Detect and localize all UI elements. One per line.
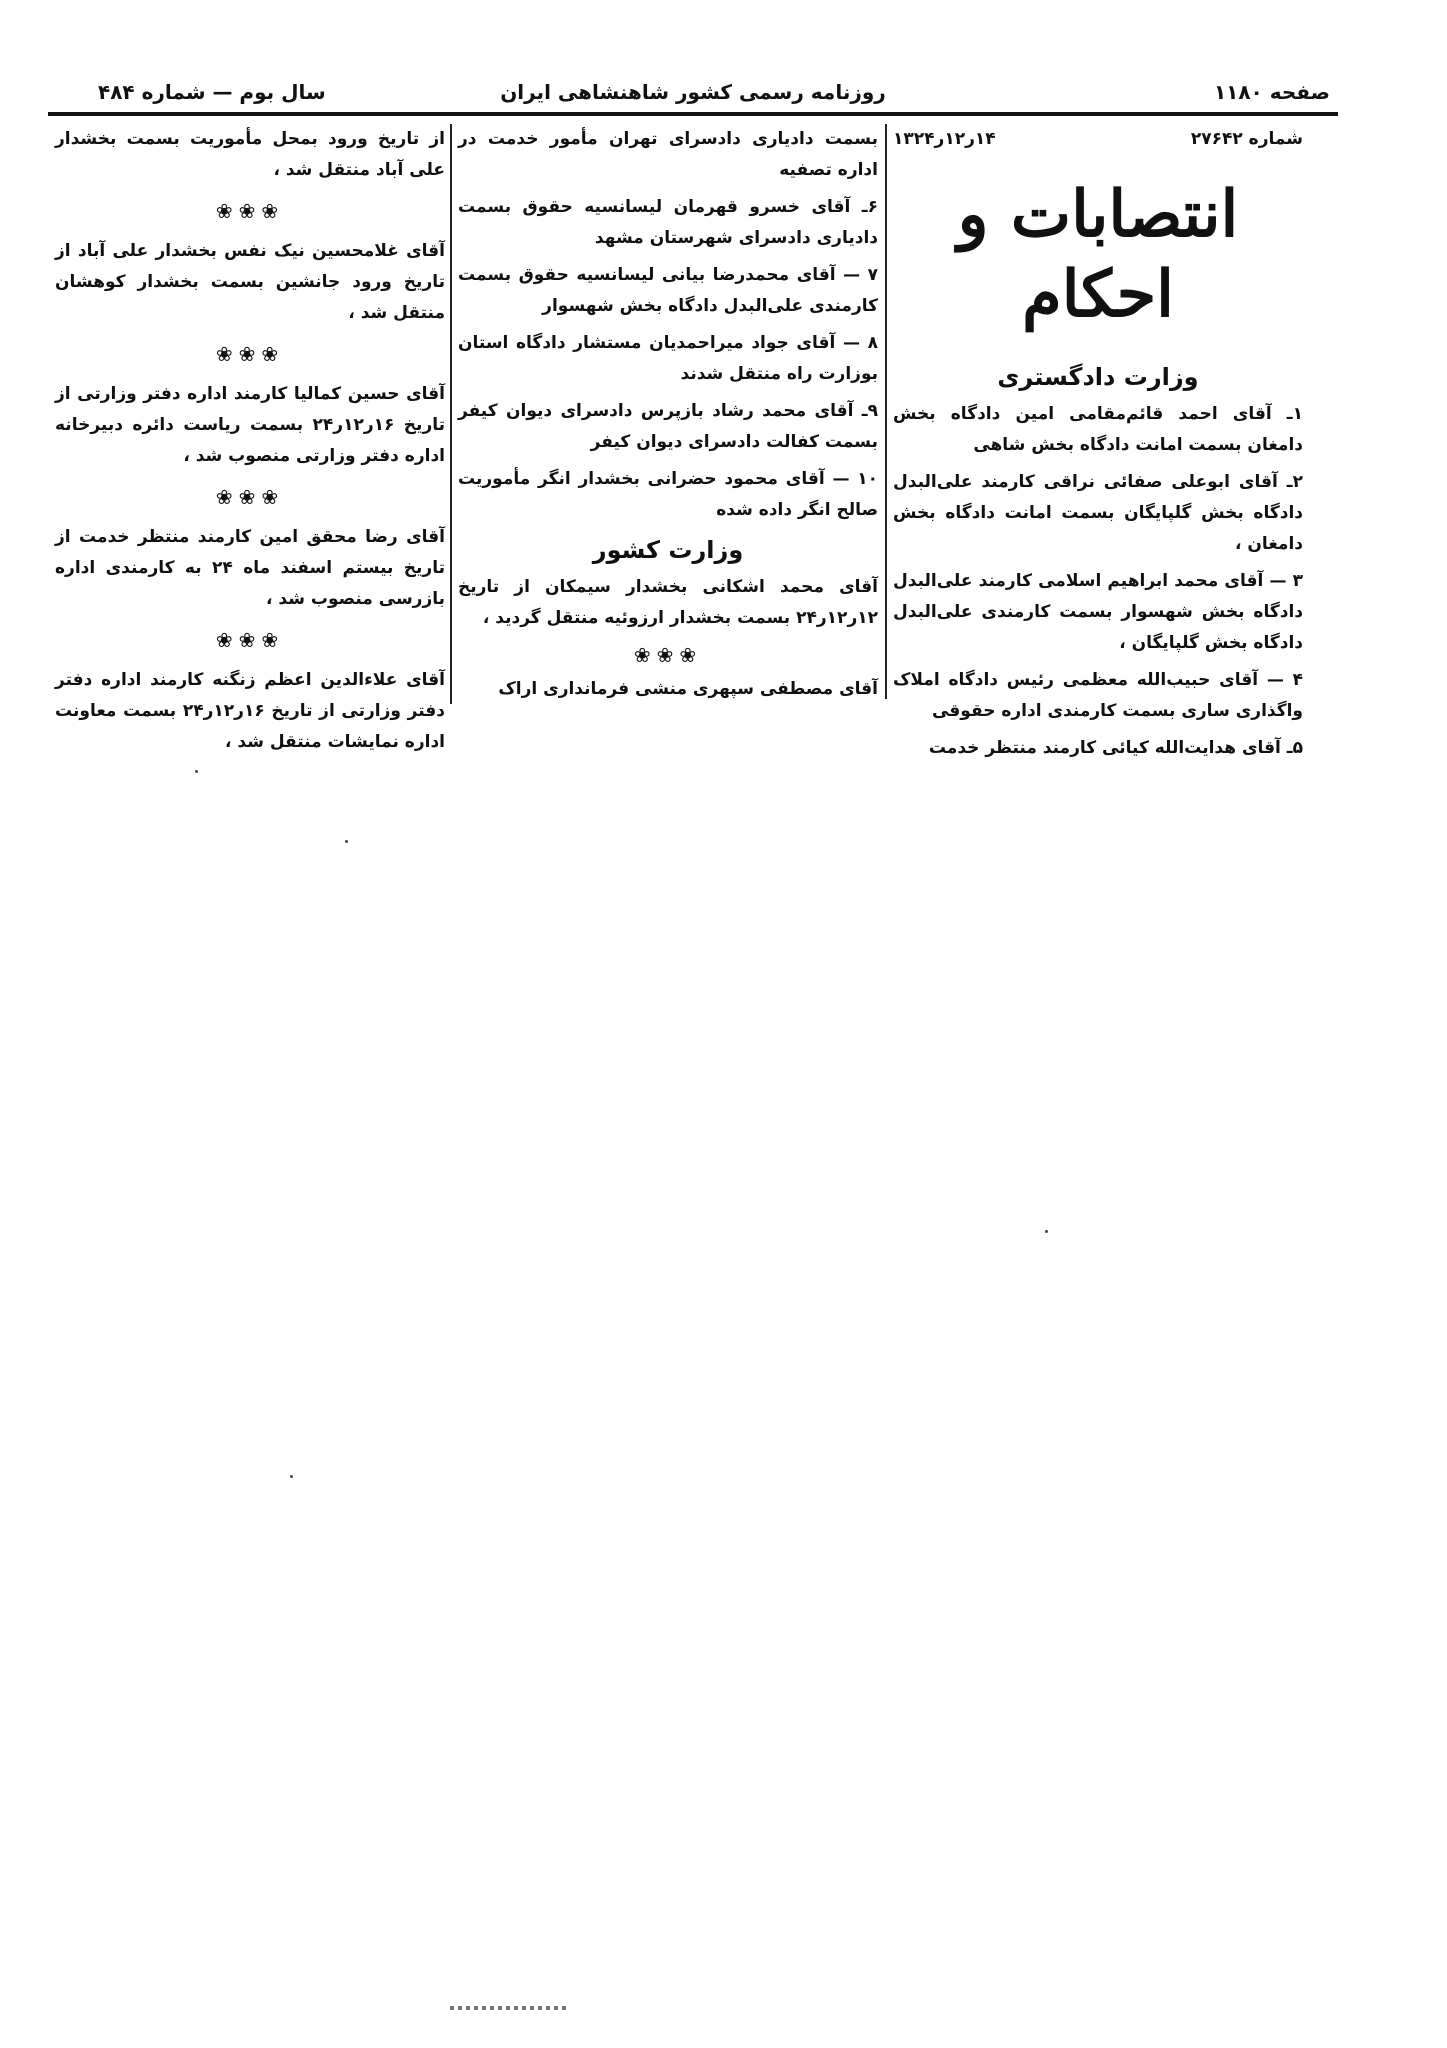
issue-number: شماره ۲۷۶۴۲ bbox=[1190, 129, 1303, 149]
column-divider-left bbox=[450, 124, 452, 704]
paragraph: آقای غلامحسین نیک نفس بخشدار علی آباد از تاریخ ورود جانشین بسمت بخشدار کوهشان منتقل شد ، bbox=[55, 241, 445, 323]
section-title-interior: وزارت کشور bbox=[592, 536, 744, 564]
paragraph: ۱۰ — آقای محمود حضرانی بخشدار انگر مأموریت صالح انگر داده شده bbox=[458, 469, 878, 520]
paragraph: ۳ — آقای محمد ابراهیم اسلامی کارمند علی‌البدل دادگاه بخش شهسوار بسمت کارمندی علی‌البدل دادگاه بخش گلپایگان ، bbox=[893, 571, 1303, 653]
column-right bbox=[893, 124, 1303, 770]
paragraph: ۹ـ آقای محمد رشاد بازپرس دادسرای دیوان کیفر بسمت کفالت دادسرای دیوان کیفر bbox=[458, 401, 878, 452]
masthead-title: روزنامه رسمی کشور شاهنشاهی ایران bbox=[500, 80, 886, 104]
paragraph: ۷ — آقای محمدرضا بیانی لیسانسیه حقوق بسمت کارمندی علی‌البدل دادگاه بخش شهسوار bbox=[458, 265, 878, 316]
issue-date: ۱۴ر۱۲ر۱۳۲۴ bbox=[893, 129, 996, 149]
masthead-volume: سال بوم — شماره ۴۸۴ bbox=[98, 80, 326, 104]
paragraph: آقای رضا محقق امین کارمند منتظر خدمت از تاریخ بیستم اسفند ماه ۲۴ به کارمندی اداره بازرسی منصوب شد ، bbox=[55, 527, 445, 609]
column-divider-right bbox=[885, 124, 887, 699]
scan-speck bbox=[1045, 1230, 1048, 1233]
paragraph: آقای حسین کمالیا کارمند اداره دفتر وزارتی از تاریخ ۱۶ر۱۲ر۲۴ بسمت ریاست دائره دبیرخانه اداره دفتر وزارتی منصوب شد ، bbox=[55, 384, 445, 466]
paragraph: آقای مصطفی سپهری منشی فرمانداری اراک bbox=[498, 679, 878, 699]
scan-speck bbox=[345, 840, 348, 843]
flower-separator: ❀❀❀ bbox=[215, 628, 285, 652]
scan-speck bbox=[290, 1475, 293, 1478]
paragraph: ۴ — آقای حبیب‌الله معظمی رئیس دادگاه املاک واگذاری ساری بسمت کارمندی اداره حقوقی bbox=[893, 670, 1303, 721]
paragraph: ۸ — آقای جواد میراحمدیان مستشار دادگاه استان بوزارت راه منتقل شدند bbox=[458, 333, 878, 384]
flower-separator: ❀❀❀ bbox=[633, 643, 703, 667]
main-title: انتصابات و احکام bbox=[957, 177, 1239, 332]
paragraph: ۱ـ آقای احمد قائم‌مقامی امین دادگاه بخش دامغان بسمت امانت دادگاه بخش شاهی bbox=[893, 404, 1303, 455]
section-title-justice: وزارت دادگستری bbox=[997, 363, 1199, 391]
flower-separator: ❀❀❀ bbox=[215, 485, 285, 509]
column-middle bbox=[458, 124, 878, 711]
paragraph: آقای علاءالدین اعظم زنگنه کارمند اداره دفتر دفتر وزارتی از تاریخ ۱۶ر۱۲ر۲۴ بسمت معاونت اداره نمایشات منتقل شد ، bbox=[55, 670, 445, 752]
flower-separator: ❀❀❀ bbox=[215, 199, 285, 223]
flower-separator: ❀❀❀ bbox=[215, 342, 285, 366]
paragraph: از تاریخ ورود بمحل مأموریت بسمت بخشدار علی آباد منتقل شد ، bbox=[55, 129, 445, 180]
scan-speck bbox=[195, 770, 198, 773]
paragraph: ۶ـ آقای خسرو قهرمان لیسانسیه حقوق بسمت دادیاری دادسرای شهرستان مشهد bbox=[458, 197, 878, 248]
masthead-page-number: صفحه ۱۱۸۰ bbox=[1213, 80, 1330, 104]
scan-footer-mark bbox=[450, 2006, 570, 2010]
column-left bbox=[55, 124, 445, 762]
masthead-rule bbox=[48, 112, 1338, 116]
paragraph: ۵ـ آقای هدایت‌الله کیائی کارمند منتظر خدمت bbox=[928, 738, 1303, 758]
issue-line bbox=[893, 124, 1303, 155]
paragraph: بسمت دادیاری دادسرای تهران مأمور خدمت در اداره تصفیه bbox=[458, 129, 878, 180]
paragraph: آقای محمد اشکانی بخشدار سیمکان از تاریخ ۱۲ر۱۲ر۲۴ بسمت بخشدار ارزوئیه منتقل گردید ، bbox=[458, 577, 878, 628]
paragraph: ۲ـ آقای ابوعلی صفائی نراقی کارمند علی‌البدل دادگاه بخش گلپایگان بسمت امانت دادگاه بخش دامغان ، bbox=[893, 472, 1303, 554]
